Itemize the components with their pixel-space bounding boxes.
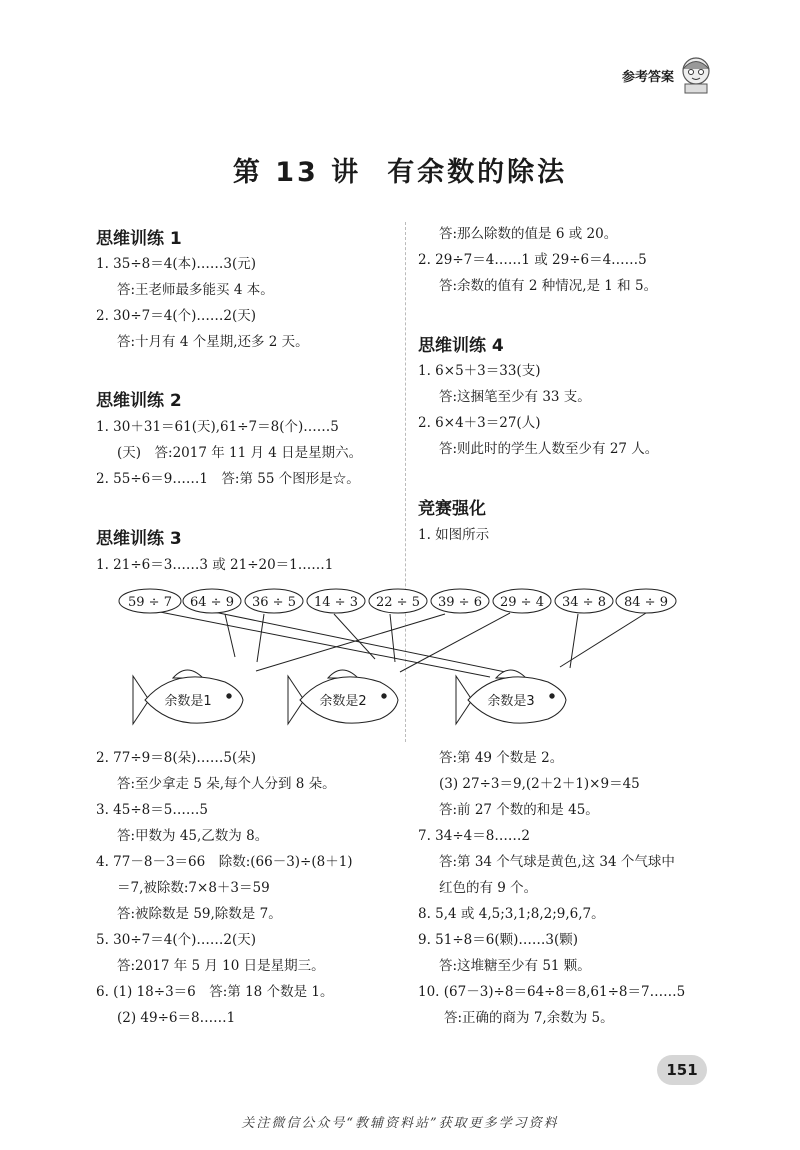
answer-line: ＝7,被除数:7×8＋3＝59: [117, 880, 270, 896]
answer-line: 答:正确的商为 7,余数为 5。: [444, 1010, 614, 1026]
section-heading: 思维训练 1: [96, 229, 182, 249]
section-heading: 思维训练 2: [96, 391, 182, 411]
answer-line: (天) 答:2017 年 11 月 4 日是星期六。: [117, 445, 363, 461]
footer-note: 关注微信公众号“教辅资料站”获取更多学习资料: [241, 1116, 559, 1131]
answer-line: 7. 34÷4＝8……2: [418, 828, 530, 844]
answer-line: 答:十月有 4 个星期,还多 2 天。: [117, 334, 309, 350]
answer-line: 答:这堆糖至少有 51 颗。: [439, 958, 591, 974]
fish-label: 余数是2: [319, 694, 367, 709]
answer-line: 答:前 27 个数的和是 45。: [439, 802, 599, 818]
answer-line: 2. 55÷6＝9……1 答:第 55 个图形是☆。: [96, 471, 360, 487]
answer-line: (2) 49÷6＝8……1: [117, 1010, 236, 1026]
oval-label: 29 ÷ 4: [500, 595, 544, 610]
answer-line: 2. 29÷7＝4……1 或 29÷6＝4……5: [418, 252, 647, 268]
answer-line: 10. (67－3)÷8＝64÷8＝8,61÷8＝7……5: [418, 984, 686, 1000]
answer-line: 答:第 49 个数是 2。: [439, 750, 564, 766]
answer-line: (3) 27÷3＝9,(2＋2＋1)×9＝45: [439, 776, 640, 792]
oval-label: 22 ÷ 5: [376, 595, 420, 610]
answer-line: 1. 21÷6＝3……3 或 21÷20＝1……1: [96, 557, 334, 573]
answer-line: 答:余数的值有 2 种情况,是 1 和 5。: [439, 278, 658, 294]
oval-label: 34 ÷ 8: [562, 595, 606, 610]
section-heading: 竞赛强化: [418, 499, 486, 519]
answer-line: 6. (1) 18÷3＝6 答:第 18 个数是 1。: [96, 984, 334, 1000]
page-number: 151: [657, 1055, 707, 1085]
answer-line: 答:2017 年 5 月 10 日是星期三。: [117, 958, 325, 974]
answer-line: 答:王老师最多能买 4 本。: [117, 282, 274, 298]
answer-line: 4. 77－8－3＝66 除数:(66－3)÷(8＋1): [96, 854, 353, 870]
answer-line: 答:被除数是 59,除数是 7。: [117, 906, 282, 922]
answer-line: 1. 6×5＋3＝33(支): [418, 363, 541, 379]
section-heading: 思维训练 3: [96, 529, 182, 549]
mascot-icon: [676, 54, 716, 96]
answer-line: 9. 51÷8＝6(颗)……3(颗): [418, 932, 578, 948]
oval-label: 36 ÷ 5: [252, 595, 296, 610]
answer-line: 红色的有 9 个。: [439, 880, 538, 896]
answer-line: 1. 30＋31＝61(天),61÷7＝8(个)……5: [96, 419, 339, 435]
answer-line: 3. 45÷8＝5……5: [96, 802, 208, 818]
answer-line: 1. 35÷8＝4(本)……3(元): [96, 256, 256, 272]
answer-line: 答:那么除数的值是 6 或 20。: [439, 226, 618, 242]
fish-label: 余数是1: [164, 694, 212, 709]
answer-line: 2. 6×4＋3＝27(人): [418, 415, 541, 431]
answer-line: 答:第 34 个气球是黄色,这 34 个气球中: [439, 854, 675, 870]
oval-label: 14 ÷ 3: [314, 595, 358, 610]
answer-line: 1. 如图所示: [418, 527, 490, 543]
answer-line: 2. 77÷9＝8(朵)……5(朵): [96, 750, 256, 766]
oval-label: 39 ÷ 6: [438, 595, 482, 610]
oval-label: 64 ÷ 9: [190, 595, 234, 610]
oval-label: 59 ÷ 7: [128, 595, 172, 610]
section-heading: 思维训练 4: [418, 336, 504, 356]
oval-label: 84 ÷ 9: [624, 595, 668, 610]
answer-line: 答:则此时的学生人数至少有 27 人。: [439, 441, 659, 457]
page-title: 第 13 讲 有余数的除法: [232, 157, 568, 188]
answer-line: 5. 30÷7＝4(个)……2(天): [96, 932, 256, 948]
answer-key-label: 参考答案: [622, 70, 675, 85]
matching-figure: [110, 580, 710, 740]
answer-line: 答:甲数为 45,乙数为 8。: [117, 828, 269, 844]
answer-line: 2. 30÷7＝4(个)……2(天): [96, 308, 256, 324]
answer-line: 8. 5,4 或 4,5;3,1;8,2;9,6,7。: [418, 906, 605, 922]
fish-label: 余数是3: [487, 694, 535, 709]
answer-line: 答:这捆笔至少有 33 支。: [439, 389, 591, 405]
answer-line: 答:至少拿走 5 朵,每个人分到 8 朵。: [117, 776, 336, 792]
